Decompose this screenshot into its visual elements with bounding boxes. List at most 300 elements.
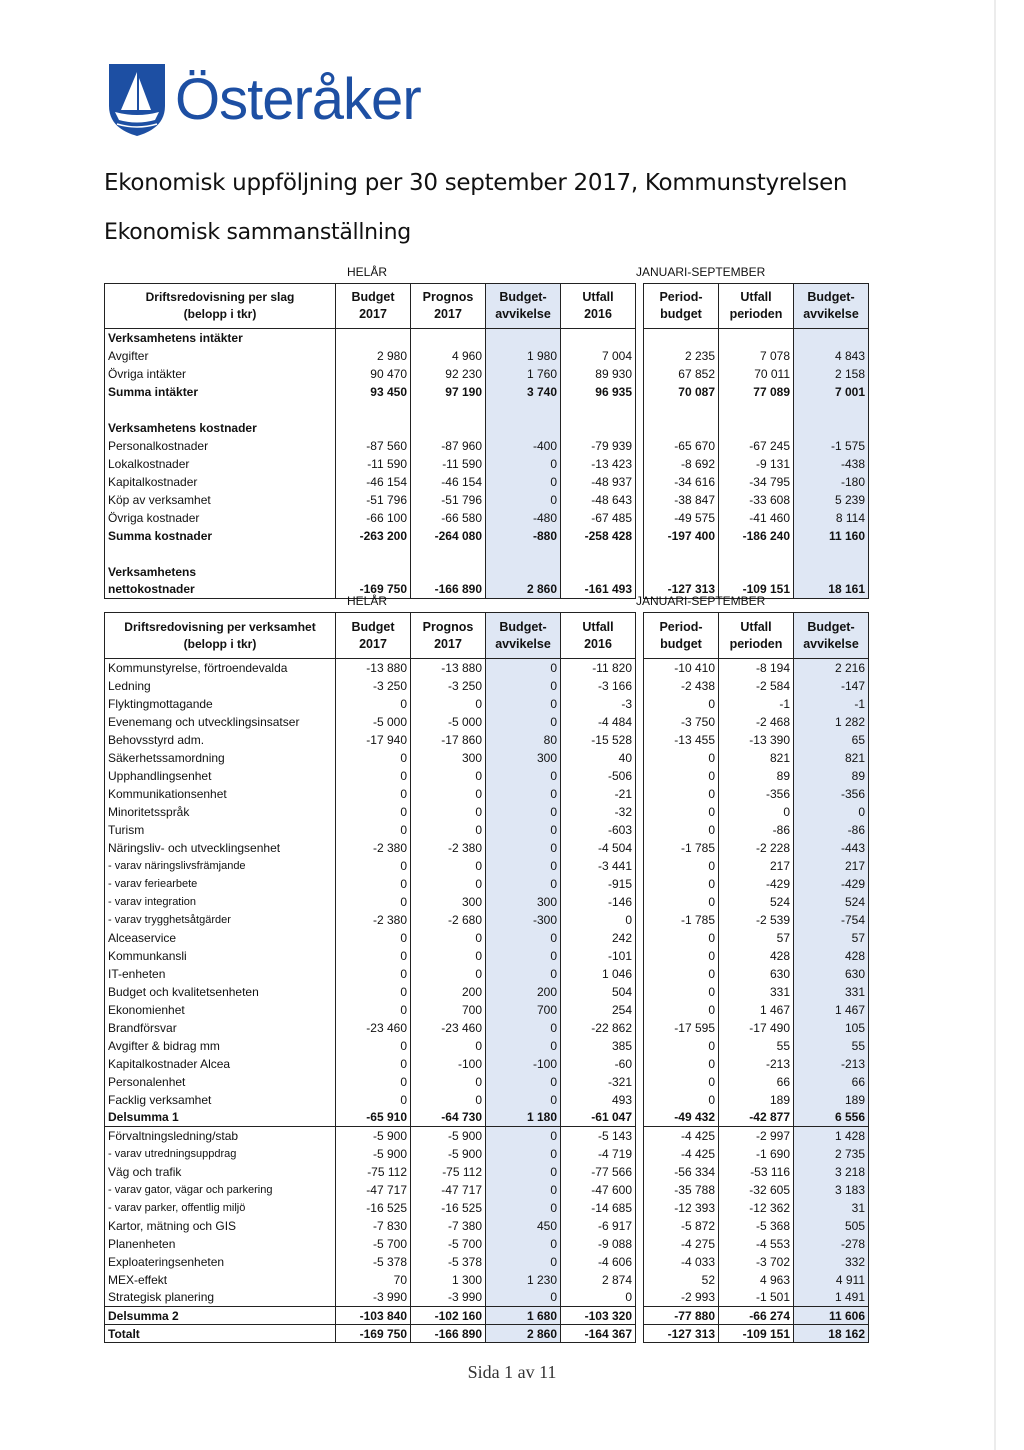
table2-value-cell: -14 685 xyxy=(561,1199,636,1217)
table2-value-cell: -1 785 xyxy=(644,911,719,929)
table2-value-cell: 0 xyxy=(411,785,486,803)
table1-value-cell: 7 004 xyxy=(561,347,636,365)
table2-gap-cell xyxy=(636,695,644,713)
table2-value-cell: 31 xyxy=(794,1199,869,1217)
table2-gap-cell xyxy=(636,785,644,803)
table2-gap-cell xyxy=(636,947,644,965)
table2-value-cell: 0 xyxy=(644,749,719,767)
table2-value-cell: 0 xyxy=(336,803,411,821)
table1-row-label: Övriga kostnader xyxy=(105,509,336,527)
table2-value-cell: -60 xyxy=(561,1055,636,1073)
coat-of-arms-icon xyxy=(107,62,167,138)
table2-gap-cell xyxy=(636,1253,644,1271)
table2-value-cell: 0 xyxy=(644,875,719,893)
table2-value-cell: 55 xyxy=(719,1037,794,1055)
table2-header-label: Driftsredovisning per verksamhet (belopp i tkr) xyxy=(105,613,336,659)
table1-col-budget: Budget 2017 xyxy=(336,284,411,329)
table2-value-cell: 189 xyxy=(794,1091,869,1109)
table2-value-cell: 217 xyxy=(794,857,869,875)
table1-value-cell: 5 239 xyxy=(794,491,869,509)
table2-value-cell: -47 717 xyxy=(411,1181,486,1199)
table-row xyxy=(105,677,869,695)
table2-value-cell: 0 xyxy=(486,839,561,857)
table2-value-cell: 0 xyxy=(486,1163,561,1181)
table1-value-cell xyxy=(644,563,719,581)
table2-value-cell: 524 xyxy=(719,893,794,911)
table-row xyxy=(105,839,869,857)
table-row xyxy=(105,1019,869,1037)
table1-value-cell: -109 151 xyxy=(719,581,794,599)
table2-value-cell: 504 xyxy=(561,983,636,1001)
table2-row-label: Flyktingmottagande xyxy=(105,695,336,713)
table1-value-cell xyxy=(336,419,411,437)
table2-value-cell: 65 xyxy=(794,731,869,749)
table2-value-cell: 242 xyxy=(561,929,636,947)
table-row xyxy=(105,929,869,947)
table2-row-label: Kommunikationsenhet xyxy=(105,785,336,803)
table1-value-cell: -48 643 xyxy=(561,491,636,509)
table1-value-cell: -8 692 xyxy=(644,455,719,473)
table2-value-cell: 821 xyxy=(719,749,794,767)
table2-value-cell: 217 xyxy=(719,857,794,875)
table2-value-cell: 300 xyxy=(486,893,561,911)
table2-value-cell: -300 xyxy=(486,911,561,929)
table1-value-cell xyxy=(486,401,561,419)
table2-value-cell: 493 xyxy=(561,1091,636,1109)
table2-value-cell: -2 228 xyxy=(719,839,794,857)
table2-value-cell: 40 xyxy=(561,749,636,767)
table1-value-cell xyxy=(561,329,636,347)
table1-value-cell: -11 590 xyxy=(336,455,411,473)
table2-row-label: Alceaservice xyxy=(105,929,336,947)
table2-value-cell: -3 441 xyxy=(561,857,636,875)
table2-value-cell: 0 xyxy=(486,767,561,785)
table1-value-cell: 0 xyxy=(486,473,561,491)
table2-value-cell: 0 xyxy=(486,857,561,875)
table2-value-cell: 0 xyxy=(486,1019,561,1037)
table2-value-cell: -17 860 xyxy=(411,731,486,749)
table2-value-cell: -4 553 xyxy=(719,1235,794,1253)
table-row xyxy=(105,1127,869,1145)
table2-gap-cell xyxy=(636,1289,644,1307)
table2-value-cell: -3 166 xyxy=(561,677,636,695)
table1-value-cell xyxy=(486,419,561,437)
table-row xyxy=(105,545,869,563)
table2-value-cell: 57 xyxy=(719,929,794,947)
table1-value-cell: 4 843 xyxy=(794,347,869,365)
table2-row-label: - varav utredningsuppdrag xyxy=(105,1145,336,1163)
table-row xyxy=(105,695,869,713)
table2-value-cell: -6 917 xyxy=(561,1217,636,1235)
table2-value-cell: 1 282 xyxy=(794,713,869,731)
table2-value-cell: 0 xyxy=(336,1091,411,1109)
table-row xyxy=(105,1091,869,1109)
table1-value-cell: 2 158 xyxy=(794,365,869,383)
table2-value-cell: -506 xyxy=(561,767,636,785)
table2-row-label: Kommunkansli xyxy=(105,947,336,965)
table2-value-cell: -3 250 xyxy=(336,677,411,695)
table2-gap-cell xyxy=(636,1109,644,1127)
table1-value-cell: -79 939 xyxy=(561,437,636,455)
table-row xyxy=(105,785,869,803)
table2-value-cell: 0 xyxy=(336,821,411,839)
table1-value-cell: -33 608 xyxy=(719,491,794,509)
table2-value-cell: 0 xyxy=(336,947,411,965)
table-row xyxy=(105,1199,869,1217)
table2-value-cell: -56 334 xyxy=(644,1163,719,1181)
table1-value-cell: -67 485 xyxy=(561,509,636,527)
table-row xyxy=(105,1109,869,1127)
table2-value-cell: -100 xyxy=(486,1055,561,1073)
table2-value-cell: -22 862 xyxy=(561,1019,636,1037)
table2-gap-cell xyxy=(636,965,644,983)
table2-value-cell: -35 788 xyxy=(644,1181,719,1199)
table2-value-cell: 385 xyxy=(561,1037,636,1055)
table2-value-cell: -146 xyxy=(561,893,636,911)
table2-row-label: - varav trygghetsåtgärder xyxy=(105,911,336,929)
table2-value-cell: -147 xyxy=(794,677,869,695)
table2-row-label: - varav feriearbete xyxy=(105,875,336,893)
table-row xyxy=(105,1289,869,1307)
table1-gap-cell xyxy=(636,383,644,401)
table2-value-cell: 0 xyxy=(486,947,561,965)
table2-value-cell: 0 xyxy=(336,965,411,983)
table2-value-cell: -321 xyxy=(561,1073,636,1091)
table2-row-label: Näringsliv- och utvecklingsenhet xyxy=(105,839,336,857)
table1-value-cell: -11 590 xyxy=(411,455,486,473)
table2-value-cell: 0 xyxy=(336,1073,411,1091)
table2-value-cell: 0 xyxy=(486,1235,561,1253)
table-row xyxy=(105,1055,869,1073)
table2-gap-cell xyxy=(636,1073,644,1091)
table2-value-cell: -10 410 xyxy=(644,659,719,677)
table2-value-cell: 0 xyxy=(336,929,411,947)
table-row xyxy=(105,365,869,383)
table2-value-cell: 0 xyxy=(411,947,486,965)
table2-value-cell: -61 047 xyxy=(561,1109,636,1127)
table1-gap-cell xyxy=(636,347,644,365)
table1-gap xyxy=(636,284,644,329)
table2-value-cell: 1 046 xyxy=(561,965,636,983)
table2-value-cell: -4 484 xyxy=(561,713,636,731)
table2-value-cell: 0 xyxy=(336,875,411,893)
table2-value-cell: 66 xyxy=(719,1073,794,1091)
table2-value-cell: 1 428 xyxy=(794,1127,869,1145)
table1-value-cell: 93 450 xyxy=(336,383,411,401)
table2-value-cell: -754 xyxy=(794,911,869,929)
table2-row-label: Upphandlingsenhet xyxy=(105,767,336,785)
table1-value-cell: 89 930 xyxy=(561,365,636,383)
table2-value-cell: -169 750 xyxy=(336,1325,411,1343)
table2-value-cell: -47 600 xyxy=(561,1181,636,1199)
table2-value-cell: -75 112 xyxy=(411,1163,486,1181)
table1-value-cell xyxy=(411,563,486,581)
table-by-type xyxy=(104,283,869,599)
table1-value-cell xyxy=(644,401,719,419)
table2-value-cell: -356 xyxy=(719,785,794,803)
table1-col-period-budget: Period- budget xyxy=(644,284,719,329)
table2-value-cell: 0 xyxy=(644,929,719,947)
table2-value-cell: -49 432 xyxy=(644,1109,719,1127)
table1-value-cell xyxy=(336,329,411,347)
table2-value-cell: 0 xyxy=(411,1037,486,1055)
table2-value-cell: -5 000 xyxy=(411,713,486,731)
table1-value-cell: -66 100 xyxy=(336,509,411,527)
table2-gap-cell xyxy=(636,1235,644,1253)
table1-gap-cell xyxy=(636,329,644,347)
table1-gap-cell xyxy=(636,509,644,527)
table2-value-cell: 0 xyxy=(411,821,486,839)
table2-value-cell: -66 274 xyxy=(719,1307,794,1325)
table2-value-cell: -5 900 xyxy=(411,1127,486,1145)
table2-value-cell: 0 xyxy=(486,695,561,713)
table2-value-cell: 0 xyxy=(644,767,719,785)
table1-value-cell: 18 161 xyxy=(794,581,869,599)
table2-value-cell: 0 xyxy=(486,1091,561,1109)
table2-value-cell: -7 380 xyxy=(411,1217,486,1235)
table-by-activity xyxy=(104,612,869,1343)
table2-value-cell: 821 xyxy=(794,749,869,767)
table2-value-cell: 0 xyxy=(644,857,719,875)
table-row xyxy=(105,1307,869,1325)
table2-value-cell: -127 313 xyxy=(644,1325,719,1343)
table-row xyxy=(105,803,869,821)
table2-value-cell: -103 840 xyxy=(336,1307,411,1325)
table2-value-cell: -7 830 xyxy=(336,1217,411,1235)
table2-value-cell: -32 xyxy=(561,803,636,821)
table1-row-label: nettokostnader xyxy=(105,581,336,599)
table2-gap-cell xyxy=(636,749,644,767)
table2-row-label: Delsumma 1 xyxy=(105,1109,336,1127)
table2-value-cell: 700 xyxy=(411,1001,486,1019)
table1-value-cell: -41 460 xyxy=(719,509,794,527)
table2-value-cell: -4 425 xyxy=(644,1127,719,1145)
table2-gap-cell xyxy=(636,983,644,1001)
table1-value-cell xyxy=(411,329,486,347)
table2-value-cell: 0 xyxy=(644,803,719,821)
table2-value-cell: 0 xyxy=(486,659,561,677)
table-row xyxy=(105,455,869,473)
table1-gap-cell xyxy=(636,473,644,491)
table1-value-cell: -480 xyxy=(486,509,561,527)
table1-value-cell: -34 616 xyxy=(644,473,719,491)
table1-value-cell: -51 796 xyxy=(411,491,486,509)
table2-value-cell: 630 xyxy=(719,965,794,983)
table2-value-cell: -443 xyxy=(794,839,869,857)
table1-gap-cell xyxy=(636,419,644,437)
table1-value-cell xyxy=(794,401,869,419)
table-row xyxy=(105,947,869,965)
table-row xyxy=(105,911,869,929)
table2-value-cell: -15 528 xyxy=(561,731,636,749)
table2-gap-cell xyxy=(636,893,644,911)
table2-value-cell: 0 xyxy=(644,965,719,983)
table1-value-cell: -67 245 xyxy=(719,437,794,455)
table1-value-cell: -1 575 xyxy=(794,437,869,455)
table1-row-label: Summa intäkter xyxy=(105,383,336,401)
table2-value-cell: 0 xyxy=(336,893,411,911)
table1-value-cell xyxy=(644,419,719,437)
table2-value-cell: 450 xyxy=(486,1217,561,1235)
table2-value-cell: -5 378 xyxy=(336,1253,411,1271)
table2-value-cell: 18 162 xyxy=(794,1325,869,1343)
table2-value-cell: 300 xyxy=(411,749,486,767)
table1-header-label: Driftsredovisning per slag (belopp i tkr) xyxy=(105,284,336,329)
table2-value-cell: -166 890 xyxy=(411,1325,486,1343)
table2-value-cell: 0 xyxy=(411,875,486,893)
table1-value-cell: -197 400 xyxy=(644,527,719,545)
table1-value-cell: 70 087 xyxy=(644,383,719,401)
table1-value-cell xyxy=(794,545,869,563)
table2-value-cell: -16 525 xyxy=(336,1199,411,1217)
table2-value-cell: -13 390 xyxy=(719,731,794,749)
table2-value-cell: 0 xyxy=(411,695,486,713)
table2-value-cell: -429 xyxy=(794,875,869,893)
table2-value-cell: -213 xyxy=(719,1055,794,1073)
table-row xyxy=(105,401,869,419)
table2-value-cell: -5 700 xyxy=(336,1235,411,1253)
table-row xyxy=(105,731,869,749)
table1-value-cell: 70 011 xyxy=(719,365,794,383)
table1-value-cell: -38 847 xyxy=(644,491,719,509)
table2-value-cell: -13 455 xyxy=(644,731,719,749)
table1-col-period-outcome: Utfall perioden xyxy=(719,284,794,329)
table2-value-cell: 0 xyxy=(644,1055,719,1073)
table2-value-cell: 0 xyxy=(486,821,561,839)
table1-value-cell xyxy=(411,419,486,437)
table1-value-cell: -258 428 xyxy=(561,527,636,545)
table2-value-cell: 0 xyxy=(486,965,561,983)
table1-value-cell: -263 200 xyxy=(336,527,411,545)
table2-value-cell: -12 362 xyxy=(719,1199,794,1217)
table2-value-cell: -2 438 xyxy=(644,677,719,695)
table2-row-label: Totalt xyxy=(105,1325,336,1343)
table2-value-cell: -77 566 xyxy=(561,1163,636,1181)
table2-value-cell: -11 820 xyxy=(561,659,636,677)
table1-value-cell xyxy=(486,563,561,581)
table1-value-cell xyxy=(561,545,636,563)
table1-gap-cell xyxy=(636,563,644,581)
table2-row-label: Brandförsvar xyxy=(105,1019,336,1037)
table2-value-cell: 300 xyxy=(411,893,486,911)
table1-value-cell xyxy=(794,563,869,581)
table-row xyxy=(105,857,869,875)
table2-value-cell: 0 xyxy=(336,695,411,713)
table2-value-cell: -164 367 xyxy=(561,1325,636,1343)
table2-value-cell: -3 990 xyxy=(336,1289,411,1307)
table1-gap-cell xyxy=(636,455,644,473)
table2-value-cell: -603 xyxy=(561,821,636,839)
table-row xyxy=(105,965,869,983)
table2-value-cell: -53 116 xyxy=(719,1163,794,1181)
table1-value-cell: -13 423 xyxy=(561,455,636,473)
table2-value-cell: 4 911 xyxy=(794,1271,869,1289)
table1-value-cell: -400 xyxy=(486,437,561,455)
table1-value-cell: -166 890 xyxy=(411,581,486,599)
table2-gap-cell xyxy=(636,677,644,695)
table2-value-cell: -86 xyxy=(794,821,869,839)
table1-value-cell: 2 980 xyxy=(336,347,411,365)
table2-gap-cell xyxy=(636,659,644,677)
table2-gap xyxy=(636,613,644,659)
table1-value-cell xyxy=(336,545,411,563)
table2-value-cell: 428 xyxy=(719,947,794,965)
table2-value-cell: 254 xyxy=(561,1001,636,1019)
table-row xyxy=(105,1325,869,1343)
table1-value-cell xyxy=(561,563,636,581)
table2-row-label: Kartor, mätning och GIS xyxy=(105,1217,336,1235)
table2-row-label: Evenemang och utvecklingsinsatser xyxy=(105,713,336,731)
table1-value-cell: -9 131 xyxy=(719,455,794,473)
table2-gap-cell xyxy=(636,839,644,857)
table-row xyxy=(105,563,869,581)
table1-value-cell: -65 670 xyxy=(644,437,719,455)
table2-value-cell: 1 300 xyxy=(411,1271,486,1289)
page-footer: Sida 1 av 11 xyxy=(467,1362,557,1382)
table2-gap-cell xyxy=(636,929,644,947)
table-row xyxy=(105,1181,869,1199)
table-row xyxy=(105,1073,869,1091)
table2-row-label: Turism xyxy=(105,821,336,839)
table1-col-period-deviation: Budget- avvikelse xyxy=(794,284,869,329)
table2-value-cell: 0 xyxy=(336,1055,411,1073)
table2-value-cell: -5 900 xyxy=(336,1145,411,1163)
table2-row-label: IT-enheten xyxy=(105,965,336,983)
table2-row-label: Delsumma 2 xyxy=(105,1307,336,1325)
table2-value-cell: 0 xyxy=(486,1181,561,1199)
table2-gap-cell xyxy=(636,857,644,875)
table2-value-cell: -2 680 xyxy=(411,911,486,929)
table1-gap-cell xyxy=(636,527,644,545)
table1-row-label: Övriga intäkter xyxy=(105,365,336,383)
table2-value-cell: 0 xyxy=(411,803,486,821)
table1-value-cell xyxy=(644,545,719,563)
table1-row-label: Köp av verksamhet xyxy=(105,491,336,509)
table2-value-cell: 0 xyxy=(486,1253,561,1271)
table2-value-cell: 0 xyxy=(486,1199,561,1217)
table2-value-cell: -2 380 xyxy=(336,911,411,929)
table2-value-cell: -17 595 xyxy=(644,1019,719,1037)
table2-value-cell: 0 xyxy=(486,677,561,695)
table2-value-cell: 0 xyxy=(411,857,486,875)
logo-wordmark: Österåker xyxy=(175,67,421,132)
table2-value-cell: 11 606 xyxy=(794,1307,869,1325)
table1-value-cell: -87 560 xyxy=(336,437,411,455)
table-row xyxy=(105,659,869,677)
table2-value-cell: -23 460 xyxy=(411,1019,486,1037)
table1-value-cell: 92 230 xyxy=(411,365,486,383)
table1-value-cell xyxy=(336,401,411,419)
table2-value-cell: -4 033 xyxy=(644,1253,719,1271)
table-row xyxy=(105,527,869,545)
table2-value-cell: -5 143 xyxy=(561,1127,636,1145)
table2-gap-cell xyxy=(636,1307,644,1325)
table2-value-cell: -213 xyxy=(794,1055,869,1073)
scan-edge xyxy=(994,0,996,1450)
table2-value-cell: 0 xyxy=(411,1073,486,1091)
table1-value-cell: -34 795 xyxy=(719,473,794,491)
table2-value-cell: 66 xyxy=(794,1073,869,1091)
table1-value-cell xyxy=(719,563,794,581)
table1-value-cell xyxy=(411,401,486,419)
table2-value-cell: -21 xyxy=(561,785,636,803)
table2-value-cell: 0 xyxy=(411,767,486,785)
table2-value-cell: 0 xyxy=(486,1289,561,1307)
table-row xyxy=(105,383,869,401)
table2-year-label: HELÅR xyxy=(347,594,388,608)
table2-row-label: Säkerhetssamordning xyxy=(105,749,336,767)
table2-value-cell: 0 xyxy=(486,713,561,731)
